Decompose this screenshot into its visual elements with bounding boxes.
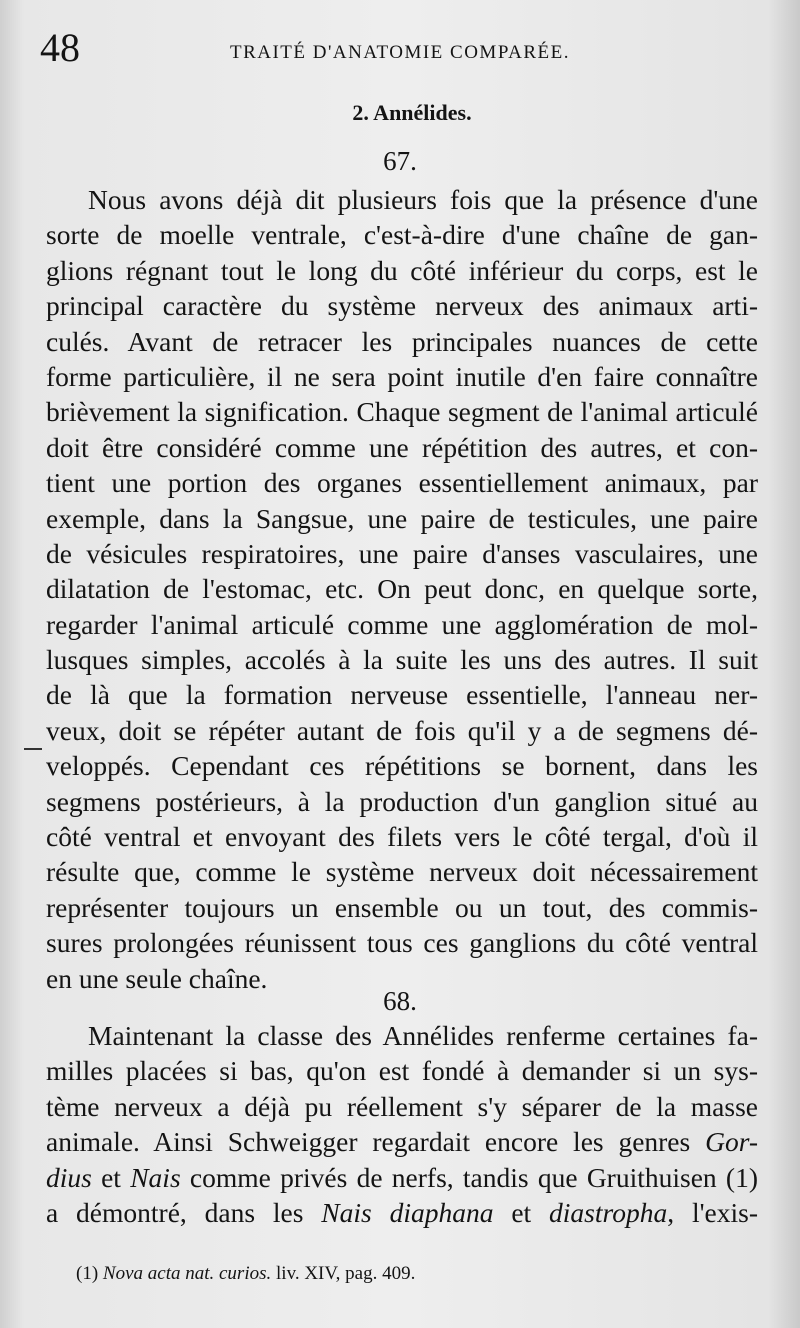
section-heading: 2. Annélides. xyxy=(352,100,472,125)
text-line: tient une portion des organes essentiellement animaux, par xyxy=(46,467,758,499)
text-line: Maintenant la classe des Annélides renferme certaines fa- xyxy=(88,1020,758,1051)
text-line: segmens postérieurs, à la production d'un ganglion situé au xyxy=(46,785,758,817)
text-line: dilatation de l'estomac, etc. On peut donc, en quelque sorte, xyxy=(46,573,758,605)
paragraph-number-67: 67. xyxy=(383,146,417,176)
text-line: sorte de moelle ventrale, c'est-à-dire d'une chaîne de gan- xyxy=(46,219,758,251)
text-line: de là que la formation nerveuse essentielle, l'anneau ner- xyxy=(46,679,758,711)
text-line: brièvement la signification. Chaque segment de l'animal articulé xyxy=(46,396,758,428)
text-line: sures prolongées réunissent tous ces ganglions du côté ventral xyxy=(46,927,758,959)
text-line: milles placées si bas, qu'on est fondé à demander si un sys- xyxy=(46,1055,758,1087)
paragraph-number-68: 68. xyxy=(383,986,417,1016)
text-line: lusques simples, accolés à la suite les uns des autres. Il suit xyxy=(46,644,758,676)
page-number: 48 xyxy=(40,25,80,70)
text-line: a démontré, dans les Nais diaphana et diastropha, l'exis- xyxy=(46,1196,758,1228)
text-line: forme particulière, il ne sera point inutile d'en faire connaître xyxy=(46,360,758,392)
paragraph-67 xyxy=(46,182,758,996)
footnote xyxy=(76,1262,415,1286)
text-line: exemple, dans la Sangsue, une paire de testicules, une paire xyxy=(46,502,758,534)
paragraph-68 xyxy=(46,1018,758,1230)
text-line: tème nerveux a déjà pu réellement s'y séparer de la masse xyxy=(46,1090,758,1122)
text-line: de vésicules respiratoires, une paire d'anses vasculaires, une xyxy=(46,537,758,569)
text-line: regarder l'animal articulé comme une agglomération de mol- xyxy=(46,608,758,640)
text-line: représenter toujours un ensemble ou un tout, des commis- xyxy=(46,891,758,923)
text-line: culés. Avant de retracer les principales nuances de cette xyxy=(46,325,758,357)
footnote-reference: liv. XIV, pag. 409. xyxy=(271,1263,416,1284)
text-line: animale. Ainsi Schweigger regardait encore les genres Gor- xyxy=(46,1126,758,1158)
text-line: Nous avons déjà dit plusieurs fois que la présence d'une xyxy=(88,184,758,215)
text-line: glions régnant tout le long du côté inférieur du corps, est le xyxy=(46,254,758,286)
text-line: veloppés. Cependant ces répétitions se bornent, dans les xyxy=(46,750,758,782)
text-line: veux, doit se répéter autant de fois qu'il y a de segmens dé- xyxy=(46,714,758,746)
text-line: en une seule chaîne. xyxy=(46,962,268,994)
footnote-source: Nova acta nat. curios. xyxy=(102,1263,272,1284)
text-line: principal caractère du système nerveux des animaux arti- xyxy=(46,290,758,322)
text-line: côté ventral et envoyant des filets vers le côté tergal, d'où il xyxy=(46,821,758,853)
text-line: dius et Nais comme privés de nerfs, tandis que Gruithuisen (1) xyxy=(46,1161,758,1193)
running-title: TRAITÉ D'ANATOMIE COMPARÉE. xyxy=(229,42,571,63)
footnote-marker: (1) xyxy=(76,1263,103,1284)
margin-mark xyxy=(24,748,42,750)
text-line: doit être considéré comme une répétition des autres, et con- xyxy=(46,431,758,463)
text-line: résulte que, comme le système nerveux doit nécessairement xyxy=(46,856,758,888)
